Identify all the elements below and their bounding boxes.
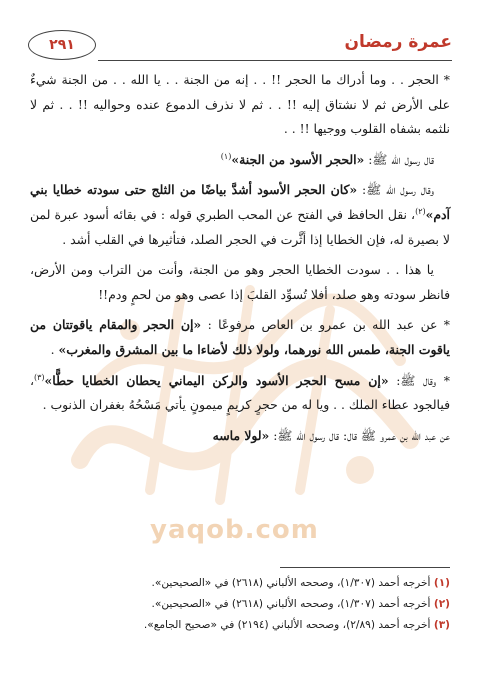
main-text: [30, 68, 450, 448]
paragraph-6-quote: «إن مسح الحجر الأسود والركن اليماني يحطان الخطايا حطًّا»: [44, 372, 389, 388]
footnote-ref-3[interactable]: (٣): [34, 372, 45, 382]
footnote-3: [30, 615, 450, 636]
footnote-ref-2[interactable]: (٢): [415, 206, 426, 216]
paragraph-7-lead: عن عبد الله بن عمرو ﷺ قال: قال رسول الله ﷺ:: [269, 427, 450, 443]
paragraph-6-lead: * وقال ﷺ:: [388, 372, 450, 388]
paragraph-7: [30, 424, 450, 449]
footnote-1: [30, 573, 450, 594]
paragraph-2-lead: قال رسول الله ﷺ:: [364, 151, 434, 167]
paragraph-3-lead: وقال رسول الله ﷺ:: [357, 182, 434, 198]
paragraph-3: [30, 178, 450, 252]
footnotes: [30, 573, 450, 636]
footnote-1-number: (١): [433, 577, 450, 589]
watermark-text: yaqob.com: [150, 515, 319, 545]
footnote-3-text: أخرجه أحمد (٢/٨٩)، وصححه الألباني (٢١٩٤) في «صحيح الجامع».: [143, 619, 431, 631]
footnote-ref-1[interactable]: (١): [220, 151, 232, 161]
footnote-3-number: (٣): [433, 619, 450, 631]
paragraph-2: [30, 148, 450, 173]
paragraph-6-rest: ، فيالجود عطاء الملك . . ويا له من حجرٍ كريمٍ ميمونٍ يأتي مَسْحُهُ بغفران الذنوب .: [30, 372, 450, 413]
paragraph-7-quote: «لولا ماسه: [212, 427, 270, 443]
paragraph-5-lead: * عن عبد الله بن عمرو بن العاص مرفوعًا :: [201, 317, 450, 333]
footnote-separator: [280, 567, 450, 568]
page-number: ٢٩١: [28, 30, 96, 60]
footnote-1-text: أخرجه أحمد (١/٣٠٧)، وصححه الألباني (٢٦١٨) في «الصحيحين».: [151, 577, 431, 589]
page-header: [28, 30, 452, 64]
footnote-2-text: أخرجه أحمد (١/٣٠٧)، وصححه الألباني (٢٦١٨) في «الصحيحين».: [151, 598, 431, 610]
paragraph-1: * الحجر . . وما أدراك ما الحجر !! . . إنه من الجنة . . يا الله . . من الجنة شيءٌ على الأرض ثم لا نشتاق إليه !! . . ثم لا نذرف الدموع عنده وحواليه !! . . ثم لا نلثمه بشفاه القلوب ووجيها !! . .: [30, 72, 450, 137]
paragraph-5-end: .: [50, 341, 59, 357]
paragraph-3-rest: ، نقل الحافظ في الفتح عن المحب الطبري قوله : في بقائه أسود عبرة لمن لا بصيرة له، فإن الخطايا إذا أثَّرت في الحجر الصلد، فتأثيرها في القلب أشد .: [30, 206, 450, 247]
paragraph-5: [30, 313, 450, 362]
paragraph-4: يا هذا . . سودت الخطايا الحجر وهو من الجنة، وأنت من التراب ومن الأرض، فانظر سودته وهو صلد، أفلا تُسوِّد القلبَ إذا عصى وهو من لحمٍ ودم!!: [30, 262, 450, 302]
paragraph-5-quote: «إن الحجر والمقام ياقوتتان من ياقوت الجنة، طمس الله نورهما، ولولا ذلك لأضاءا ما بين المشرق والمغرب»: [30, 317, 450, 357]
paragraph-6: [30, 369, 450, 418]
paragraph-2-quote: «الحجر الأسود من الجنة»: [231, 151, 365, 167]
footnote-2-number: (٢): [433, 598, 450, 610]
book-title: عمرة رمضان: [344, 32, 452, 52]
paragraph-3-quote: «كان الحجر الأسود أشدَّ بياضًا من الثلج حتى سودته خطايا بني آدم»: [30, 182, 450, 222]
footnote-2: [30, 594, 450, 615]
header-rule: [98, 60, 452, 61]
